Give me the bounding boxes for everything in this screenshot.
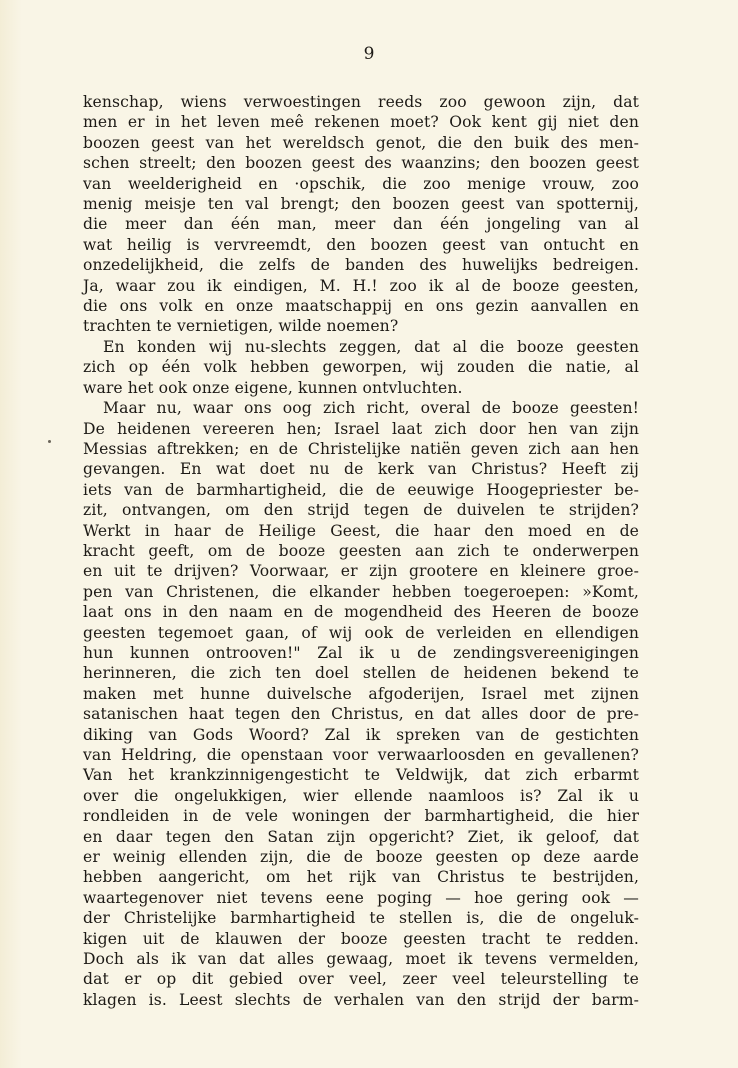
text-line: Doch als ik van dat alles gewaag, moet ik tevens vermelden, — [83, 950, 639, 969]
text-line: Werkt in haar de Heilige Geest, die haar den moed en de — [83, 521, 639, 540]
text-line: Ja, waar zou ik eindigen, M. H.! zoo ik al de booze geesten, — [83, 276, 639, 295]
text-line: zit, ontvangen, om den strijd tegen de duivelen te strijden? — [83, 501, 639, 520]
text-line: van Heldring, die openstaan voor verwaarloosden en gevallenen? — [83, 746, 639, 764]
text-line: er weinig ellenden zijn, die de booze geesten op deze aarde — [83, 848, 639, 867]
text-line: schen streelt; den boozen geest des waanzins; den boozen geest — [83, 154, 639, 173]
text-line: zich op één volk hebben geworpen, wij zouden die natie, al — [83, 358, 639, 377]
text-line: Messias aftrekken; en de Christelijke natiën geven zich aan hen — [83, 439, 639, 458]
text-line: trachten te vernietigen, wilde noemen? — [83, 317, 399, 336]
page-number: 9 — [363, 44, 375, 64]
text-line: herinneren, die zich ten doel stellen de heidenen bekend te — [83, 664, 639, 683]
text-line: menig meisje ten val brengt; den boozen geest van spotternij, — [83, 195, 639, 214]
text-line: waartegenover niet tevens eene poging — hoe gering ook — — [83, 888, 639, 907]
text-line: klagen is. Leest slechts de verhalen van den strijd der barm- — [83, 990, 639, 1009]
text-line: pen van Christenen, die elkander hebben toegeroepen: »Komt, — [83, 582, 639, 601]
text-line: De heidenen vereeren hen; Israel laat zich door hen van zijn — [83, 419, 639, 438]
text-line: die meer dan één man, meer dan één jongeling van al — [83, 215, 639, 234]
text-line: Maar nu, waar ons oog zich richt, overal de booze geesten! — [103, 399, 639, 418]
text-line: kigen uit de klauwen der booze geesten tracht te redden. — [83, 929, 639, 948]
text-line: En konden wij nu-slechts zeggen, dat al die booze geesten — [103, 337, 639, 356]
text-line: geesten tegemoet gaan, of wij ook de verleiden en ellendigen — [83, 623, 639, 642]
text-line: wat heilig is vervreemdt, den boozen geest van ontucht en — [83, 235, 639, 254]
text-line: der Christelijke barmhartigheid te stellen is, die de ongeluk- — [83, 909, 639, 928]
page-edge-shadow — [0, 0, 22, 1068]
margin-speck — [48, 440, 51, 443]
text-line: hun kunnen ontrooven!" Zal ik u de zendingsvereenigingen — [83, 643, 639, 662]
text-line: over die ongelukkigen, wier ellende naamloos is? Zal ik u — [83, 786, 639, 805]
text-line: iets van de barmhartigheid, die de eeuwige Hoogepriester be- — [83, 480, 639, 499]
text-line: en daar tegen den Satan zijn opgericht? Ziet, ik geloof, dat — [83, 827, 639, 846]
text-line: Van het krankzinnigengesticht te Veldwijk, dat zich erbarmt — [83, 766, 639, 785]
text-line: ware het ook onze eigene, kunnen ontvluchten. — [83, 378, 463, 397]
text-line: maken met hunne duivelsche afgoderijen, Israel met zijnen — [83, 684, 639, 703]
text-line: satanischen haat tegen den Christus, en dat alles door de pre- — [83, 705, 639, 724]
text-line: hebben aangericht, om het rijk van Christus te bestrijden, — [83, 868, 639, 887]
text-line: dat er op dit gebied over veel, zeer veel teleurstelling te — [83, 970, 639, 989]
text-line: boozen geest van het wereldsch genot, die den buik des men- — [83, 133, 639, 152]
text-line: gevangen. En wat doet nu de kerk van Christus? Heeft zij — [83, 460, 639, 479]
text-line: diking van Gods Woord? Zal ik spreken van de gestichten — [83, 725, 639, 744]
text-line: kenschap, wiens verwoestingen reeds zoo gewoon zijn, dat — [83, 93, 639, 111]
text-line: kracht geeft, om de booze geesten aan zich te onderwerpen — [83, 541, 639, 560]
text-line: onzedelijkheid, die zelfs de banden des huwelijks bedreigen. — [83, 256, 639, 275]
text-line: men er in het leven meê rekenen moet? Ook kent gij niet den — [83, 113, 639, 132]
text-line: laat ons in den naam en de mogendheid des Heeren de booze — [83, 603, 639, 622]
text-line: en uit te drijven? Voorwaar, er zijn grootere en kleinere groe- — [83, 562, 639, 581]
text-line: die ons volk en onze maatschappij en ons gezin aanvallen en — [83, 297, 639, 316]
text-line: rondleiden in de vele woningen der barmhartigheid, die hier — [83, 807, 639, 826]
body-text — [83, 92, 639, 1010]
text-line: van weelderigheid en ·opschik, die zoo menige vrouw, zoo — [83, 174, 639, 193]
